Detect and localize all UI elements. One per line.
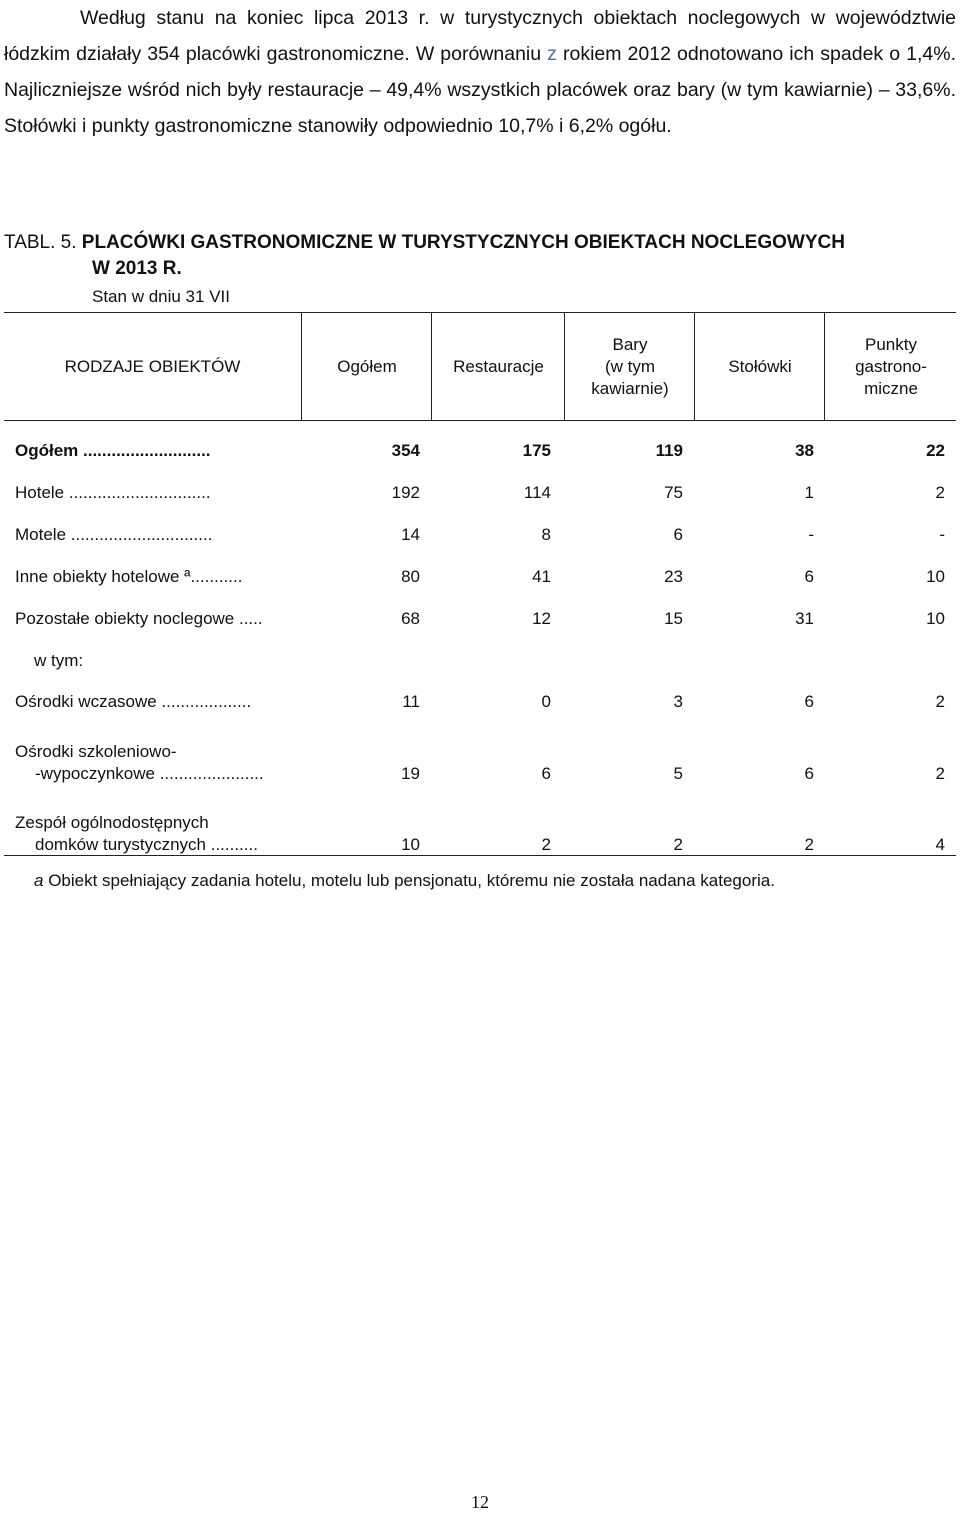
table-footnote: [34, 869, 775, 893]
table-row: Hotele .............................. 192 114 75 1 2: [15, 483, 945, 502]
footnote-text: Obiekt spełniający zadania hotelu, motelu lub pensjonatu, któremu nie została nadana kategoria.: [43, 871, 775, 890]
table-row: Ośrodki szkoleniowo- -wypoczynkowe ...................... 19 6 5 6 2: [15, 742, 945, 783]
footnote-mark: a: [34, 871, 44, 890]
header-restaurants: Restauracje: [431, 313, 565, 420]
table-row: Ośrodki wczasowe ................... 11 0 3 6 2: [15, 692, 945, 711]
paragraph-text-1: Według stanu na koniec lipca 2013 r. w turystycznych obiektach noclegowych w województwie łódzkim działały 354 placówki gastronomiczne. W porównaniu: [4, 7, 956, 65]
table-row: Ogółem ........................... 354 175 119 38 22: [15, 441, 945, 460]
table-title-line1: PLACÓWKI GASTRONOMICZNE W TURYSTYCZNYCH OBIEKTACH NOCLEGOWYCH: [81, 232, 845, 253]
header-points: Punkty gastrono- miczne: [824, 313, 957, 420]
table-number: TABL. 5.: [4, 232, 82, 253]
table-header: [4, 312, 956, 421]
table-row: Motele .............................. 14 8 6 - -: [15, 525, 945, 544]
table-title: [4, 230, 954, 282]
header-bars: Bary (w tym kawiarnie): [564, 313, 695, 420]
table-row: Inne obiekty hotelowe ª........... 80 41 23 6 10: [15, 567, 945, 586]
table-row: Zespół ogólnodostępnych domków turystycznych .......... 10 2 2 2 4: [15, 813, 945, 854]
table-bottom-rule: [4, 855, 956, 856]
table-subtitle: Stan w dniu 31 VII: [92, 287, 230, 306]
header-canteens: Stołówki: [694, 313, 825, 420]
header-types: RODZAJE OBIEKTÓW: [64, 356, 241, 376]
header-total: Ogółem: [301, 313, 432, 420]
paragraph-highlight: z: [547, 43, 557, 65]
table-row: Pozostałe obiekty noclegowe ..... 68 12 15 31 10: [15, 609, 945, 628]
intro-paragraph: [4, 0, 956, 144]
table-row-subheading: w tym:: [34, 651, 84, 670]
paragraph-text-2: rokiem 2012 odnotowano ich spadek o 1,4%. Najliczniejsze wśród nich były restauracje – 49,4% wszystkich placówek oraz bary (w tym kawiarnie) – 33,6%. Stołówki i punkty gastronomiczne stanowiły odpowiednio 10,7% i 6,2% ogółu.: [4, 43, 957, 137]
table-title-line2: W 2013 R.: [92, 258, 182, 279]
page-number: 12: [471, 1492, 489, 1512]
